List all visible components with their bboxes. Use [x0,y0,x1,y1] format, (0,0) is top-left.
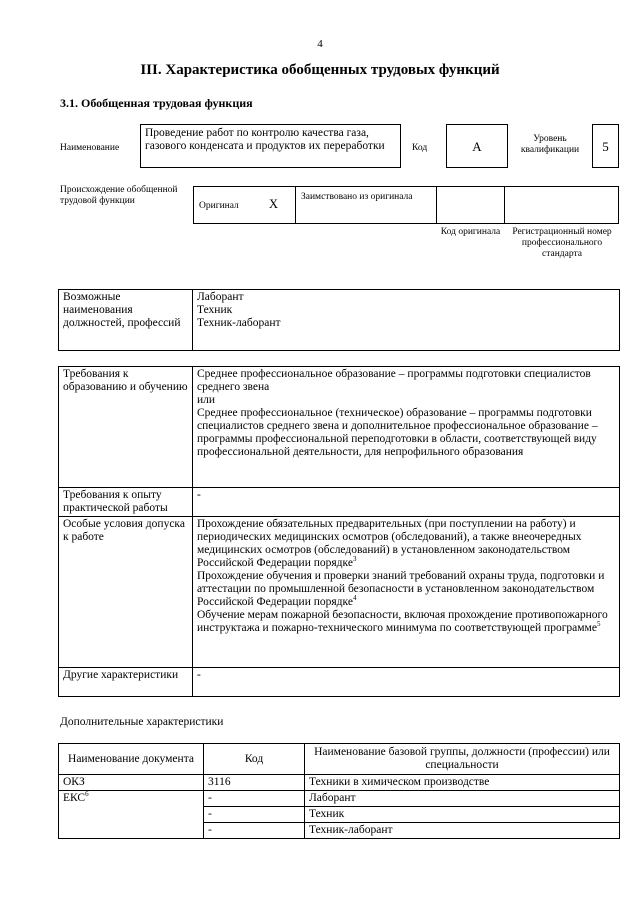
education-or: или [197,394,216,406]
row-code: - [204,823,305,839]
borrowed-label: Заимствовано из оригинала [301,192,413,202]
position-item: Лаборант [197,291,244,303]
original-code-cell [436,186,505,224]
additional-title: Дополнительные характеристики [60,716,224,728]
table-row [59,791,620,807]
page-number: 4 [317,38,323,50]
education-text: Среднее профессиональное образование – программы подготовки специалистов среднего звена [197,368,591,393]
positions-list [193,290,620,351]
positions-table [58,289,620,351]
code-label: Код [412,143,428,153]
borrowed-cell [295,186,437,224]
level-value: 5 [602,139,609,154]
header-code: Код [204,744,305,775]
row-code: 3116 [204,775,305,791]
education-cell [193,367,620,488]
row-code: - [204,807,305,823]
header-doc: Наименование документа [59,744,204,775]
conditions-label: Особые условия допуска к работе [59,517,193,668]
code-value: А [472,139,482,154]
education-text-2: Среднее профессиональное (техническое) образование – программы подготовки специалистов среднего звена и дополнительное профессиональное образование – программы профессиональной переподготовки в области, соответствующей виду профессиональной деятельности, для непрофильного образования [197,407,598,458]
conditions-paragraph: Прохождение обязательных предварительных (при поступлении на работу) и периодических медицинских осмотров (обследований), а также внеочередных медицинских осмотров (обследований) в установленном законодательством Российской Федерации порядке$^3$ [197,518,582,569]
row-name: Техник [305,807,620,823]
experience-value: - [193,488,620,517]
requirements-table [58,366,620,697]
footnote-ref: 4 [352,594,357,603]
row-code: - [204,791,305,807]
table-row [59,775,620,791]
experience-label: Требования к опыту практической работы [59,488,193,517]
name-value: Проведение работ по контролю качества газа, газового конденсата и продуктов их переработки [145,127,385,152]
level-value-box [592,124,619,168]
level-label: Уровень квалификации [520,134,580,155]
conditions-paragraph: Обучение мерам пожарной безопасности, включая прохождение противопожарного инструктажа и пожарно-технического минимума по соответствующей программе$^5$ [197,609,608,634]
additional-table [58,743,620,839]
row-name: Техники в химическом производстве [305,775,620,791]
origin-label: Происхождение обобщенной трудовой функции [60,185,178,206]
name-label: Наименование [60,143,120,153]
section-title: III. Характеристика обобщенных трудовых функций [140,62,500,78]
position-item: Техник-лаборант [197,317,281,329]
name-value-box [140,124,401,168]
reg-caption: Регистрационный номер профессионального стандарта [512,227,612,259]
position-item: Техник [197,304,233,316]
original-label: Оригинал [199,201,239,211]
original-cell [193,186,296,224]
other-label: Другие характеристики [59,668,193,697]
other-value: - [193,668,620,697]
positions-label: Возможные наименования должностей, профессий [59,290,193,351]
original-mark: Х [269,197,279,211]
row-name: Техник-лаборант [305,823,620,839]
subsection-title: 3.1. Обобщенная трудовая функция [60,96,253,110]
conditions-cell [193,517,620,668]
conditions-paragraph: Прохождение обучения и проверки знаний требований охраны труда, подготовки и аттестации по промышленной безопасности в установленном законодательством Российской Федерации порядке$^4$ [197,570,605,608]
footnote-ref: 5 [596,620,601,629]
footnote-ref: 3 [352,555,357,564]
code-value-box [446,124,508,168]
row-name: Лаборант [305,791,620,807]
row-doc: ОКЗ [59,775,204,791]
row-doc: ЕКС$^6$ [59,791,204,839]
header-name: Наименование базовой группы, должности (профессии) или специальности [305,744,620,775]
code-caption: Код оригинала [440,227,501,237]
reg-number-cell [504,186,619,224]
education-label: Требования к образованию и обучению [59,367,193,488]
